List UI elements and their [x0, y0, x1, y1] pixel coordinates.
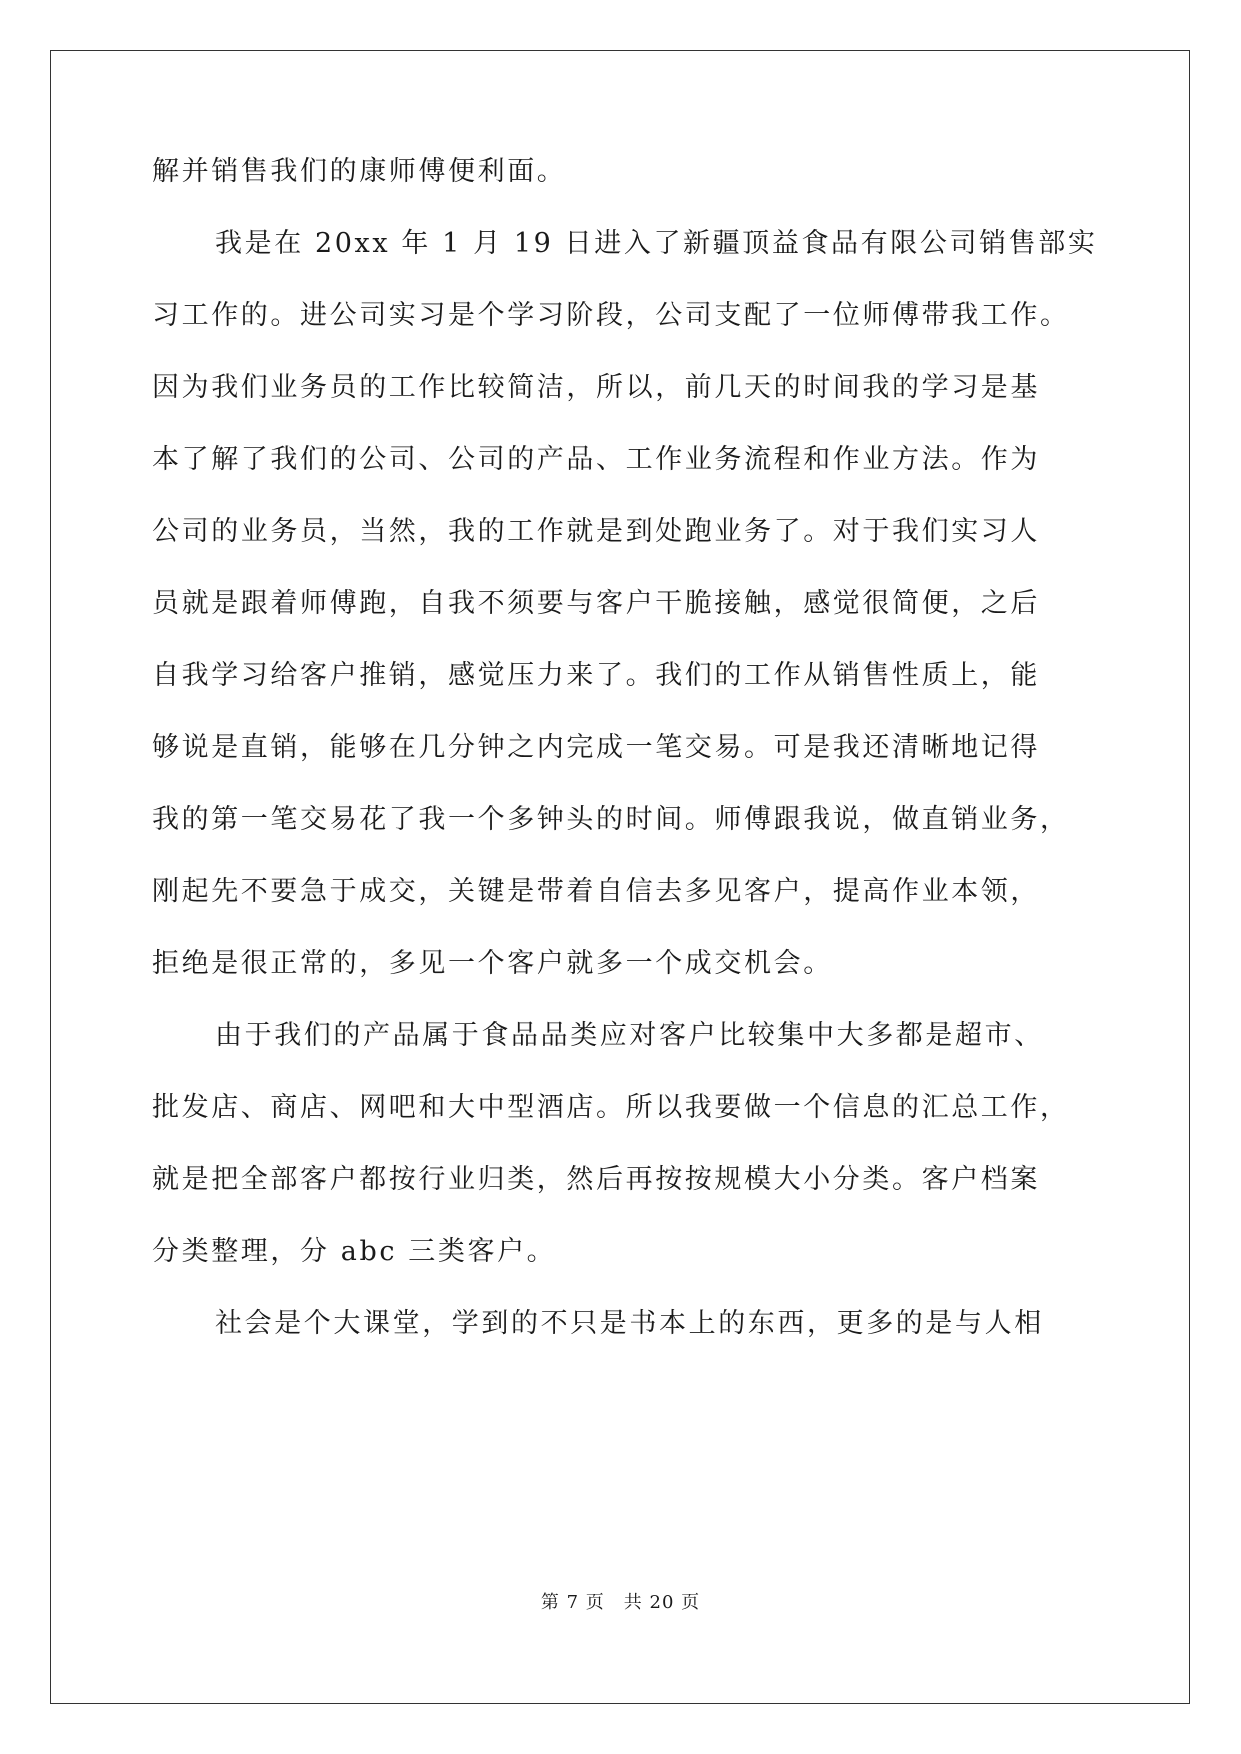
text-line: 公司的业务员，当然，我的工作就是到处跑业务了。对于我们实习人: [152, 516, 1040, 547]
text-line: 自我学习给客户推销，感觉压力来了。我们的工作从销售性质上，能: [152, 660, 1040, 691]
text-line: 拒绝是很正常的，多见一个客户就多一个成交机会。: [152, 948, 833, 979]
text-line: 习工作的。进公司实习是个学习阶段，公司支配了一位师傅带我工作。: [152, 300, 1070, 331]
paragraph-start-line: 社会是个大课堂，学到的不只是书本上的东西，更多的是与人相: [215, 1308, 1044, 1339]
text-line: 员就是跟着师傅跑，自我不须要与客户干脆接触，感觉很简便，之后: [152, 588, 1040, 619]
text-line: 批发店、商店、网吧和大中型酒店。所以我要做一个信息的汇总工作，: [152, 1092, 1070, 1123]
text-line: 刚起先不要急于成交，关键是带着自信去多见客户，提高作业本领，: [152, 876, 1040, 907]
text-line: 够说是直销，能够在几分钟之内完成一笔交易。可是我还清晰地记得: [152, 732, 1040, 763]
page-number-footer: 第 7 页 共 20 页: [540, 1592, 701, 1613]
text-line: 我的第一笔交易花了我一个多钟头的时间。师傅跟我说，做直销业务，: [152, 804, 1070, 835]
text-line: 就是把全部客户都按行业归类，然后再按按规模大小分类。客户档案: [152, 1164, 1040, 1195]
text-line: 因为我们业务员的工作比较简洁，所以，前几天的时间我的学习是基: [152, 372, 1040, 403]
text-line: 解并销售我们的康师傅便利面。: [152, 156, 567, 187]
text-line: 分类整理，分 abc 三类客户。: [152, 1236, 557, 1267]
paragraph-start-line: 我是在 20xx 年 1 月 19 日进入了新疆顶益食品有限公司销售部实: [215, 228, 1098, 259]
text-line: 本了解了我们的公司、公司的产品、工作业务流程和作业方法。作为: [152, 444, 1040, 475]
paragraph-start-line: 由于我们的产品属于食品品类应对客户比较集中大多都是超市、: [215, 1020, 1044, 1051]
